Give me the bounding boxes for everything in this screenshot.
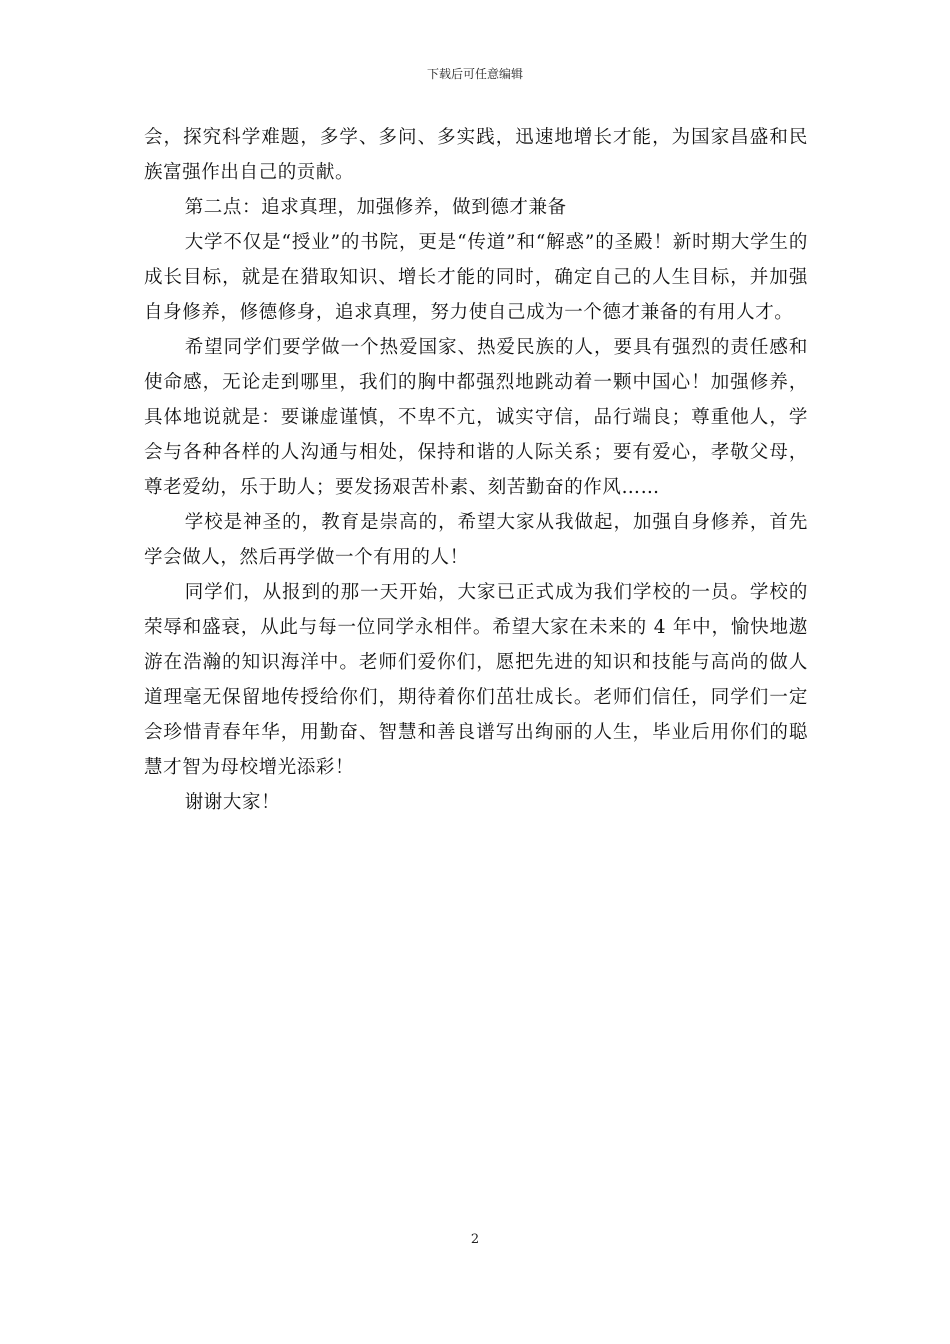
- page-header: 下载后可任意编辑: [426, 67, 523, 81]
- paragraph: 希望同学们要学做一个热爱国家、热爱民族的人，要具有强烈的责任感和使命感，无论走到哪里，我们的胸中都强烈地跳动着一颗中国心！加强修养，具体地说就是：要谦虚谨慎，不卑不亢，诚实守信，品行端良；尊重他人，学会与各种各样的人沟通与相处，保持和谐的人际关系；要有爱心，孝敬父母，尊老爱幼，乐于助人；要发扬艰苦朴素、刻苦勤奋的作风……: [144, 337, 808, 498]
- page-number: 2: [470, 1232, 480, 1247]
- section-heading: 第二点：追求真理，加强修养，做到德才兼备: [184, 197, 567, 218]
- paragraph: 同学们，从报到的那一天开始，大家已正式成为我们学校的一员。学校的荣辱和盛衰，从此与每一位同学永相伴。希望大家在未来的 4 年中，愉快地遨游在浩瀚的知识海洋中。老师们爱你们，愿把先进的知识和技能与高尚的做人道理毫无保留地传授给你们，期待着你们茁壮成长。老师们信任，同学们一定会珍惜青春年华，用勤奋、智慧和善良谱写出绚丽的人生，毕业后用你们的聪慧才智为母校增光添彩！: [144, 582, 808, 778]
- paragraph: 大学不仅是“授业”的书院，更是“传道”和“解惑”的圣殿！新时期大学生的成长目标，就是在猎取知识、增长才能的同时，确定自己的人生目标，并加强自身修养，修德修身，追求真理，努力使自己成为一个德才兼备的有用人才。: [144, 232, 808, 323]
- paragraph: 学校是神圣的，教育是崇高的，希望大家从我做起，加强自身修养，首先学会做人，然后再学做一个有用的人！: [144, 512, 808, 568]
- closing-line: 谢谢大家！: [184, 792, 281, 813]
- document-body: [144, 120, 808, 820]
- paragraph-continuation: 会，探究科学难题，多学、多问、多实践，迅速地增长才能，为国家昌盛和民族富强作出自己的贡献。: [144, 127, 808, 183]
